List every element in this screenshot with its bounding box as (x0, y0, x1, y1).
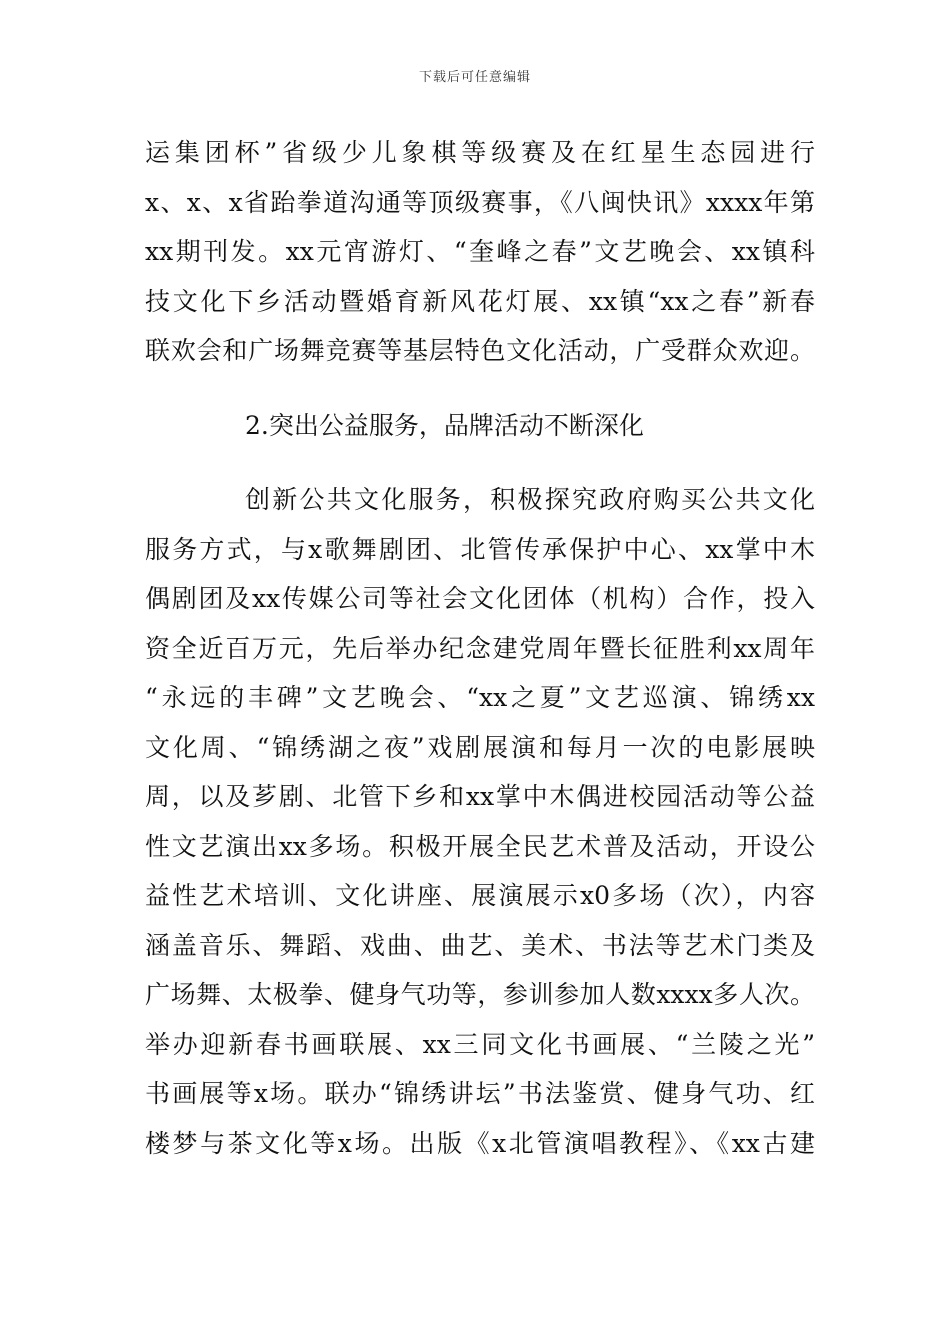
text-line: 性文艺演出xx多场。积极开展全民艺术普及活动，开设公 (145, 831, 815, 861)
text-line: 书画展等x场。联办“锦绣讲坛”书法鉴赏、健身气功、红 (145, 1079, 815, 1108)
text-line: 楼梦与茶文化等x场。出版《x北管演唱教程》、《xx古建 (145, 1128, 815, 1158)
text-line: 广场舞、太极拳、健身气功等，参训参加人数xxxx多人次。 (145, 980, 815, 1009)
text-line: 技文化下乡活动暨婚育新风花灯展、xx镇“xx之春”新春 (145, 286, 815, 316)
document-body (145, 128, 815, 1168)
text-line: 偶剧团及xx传媒公司等社会文化团体（机构）合作，投入 (145, 584, 815, 613)
text-line: 文化周、“锦绣湖之夜”戏剧展演和每月一次的电影展映 (145, 732, 815, 762)
text-line: 涵盖音乐、舞蹈、戏曲、曲艺、美术、书法等艺术门类及 (145, 930, 815, 960)
text-line: x、x、x省跆拳道沟通等顶级赛事，《八闽快讯》xxxx年第 (145, 187, 815, 217)
paragraph-1 (145, 128, 815, 376)
text-line: 周，以及芗剧、北管下乡和xx掌中木偶进校园活动等公益 (145, 782, 815, 811)
text-line: 创新公共文化服务，积极探究政府购买公共文化 (245, 485, 815, 514)
page-header: 下载后可任意编辑 (418, 70, 531, 85)
paragraph-2 (145, 475, 815, 1168)
section-heading: 2.突出公益服务，品牌活动不断深化 (245, 410, 644, 440)
text-line: 益性艺术培训、文化讲座、展演展示x0多场（次），内容 (145, 881, 815, 910)
text-line: 资全近百万元，先后举办纪念建党周年暨长征胜利xx周年 (145, 633, 815, 663)
text-line: 联欢会和广场舞竞赛等基层特色文化活动，广受群众欢迎。 (145, 336, 815, 365)
text-line: xx期刊发。xx元宵游灯、“奎峰之春”文艺晚会、xx镇科 (145, 237, 815, 266)
text-line: 服务方式，与x歌舞剧团、北管传承保护中心、xx掌中木 (145, 534, 815, 564)
text-line: 举办迎新春书画联展、xx三同文化书画展、“兰陵之光” (145, 1029, 815, 1059)
text-line: 运集团杯”省级少儿象棋等级赛及在红星生态园进行 (145, 138, 815, 167)
text-line: “永远的丰碑”文艺晚会、“xx之夏”文艺巡演、锦绣xx (145, 683, 815, 712)
